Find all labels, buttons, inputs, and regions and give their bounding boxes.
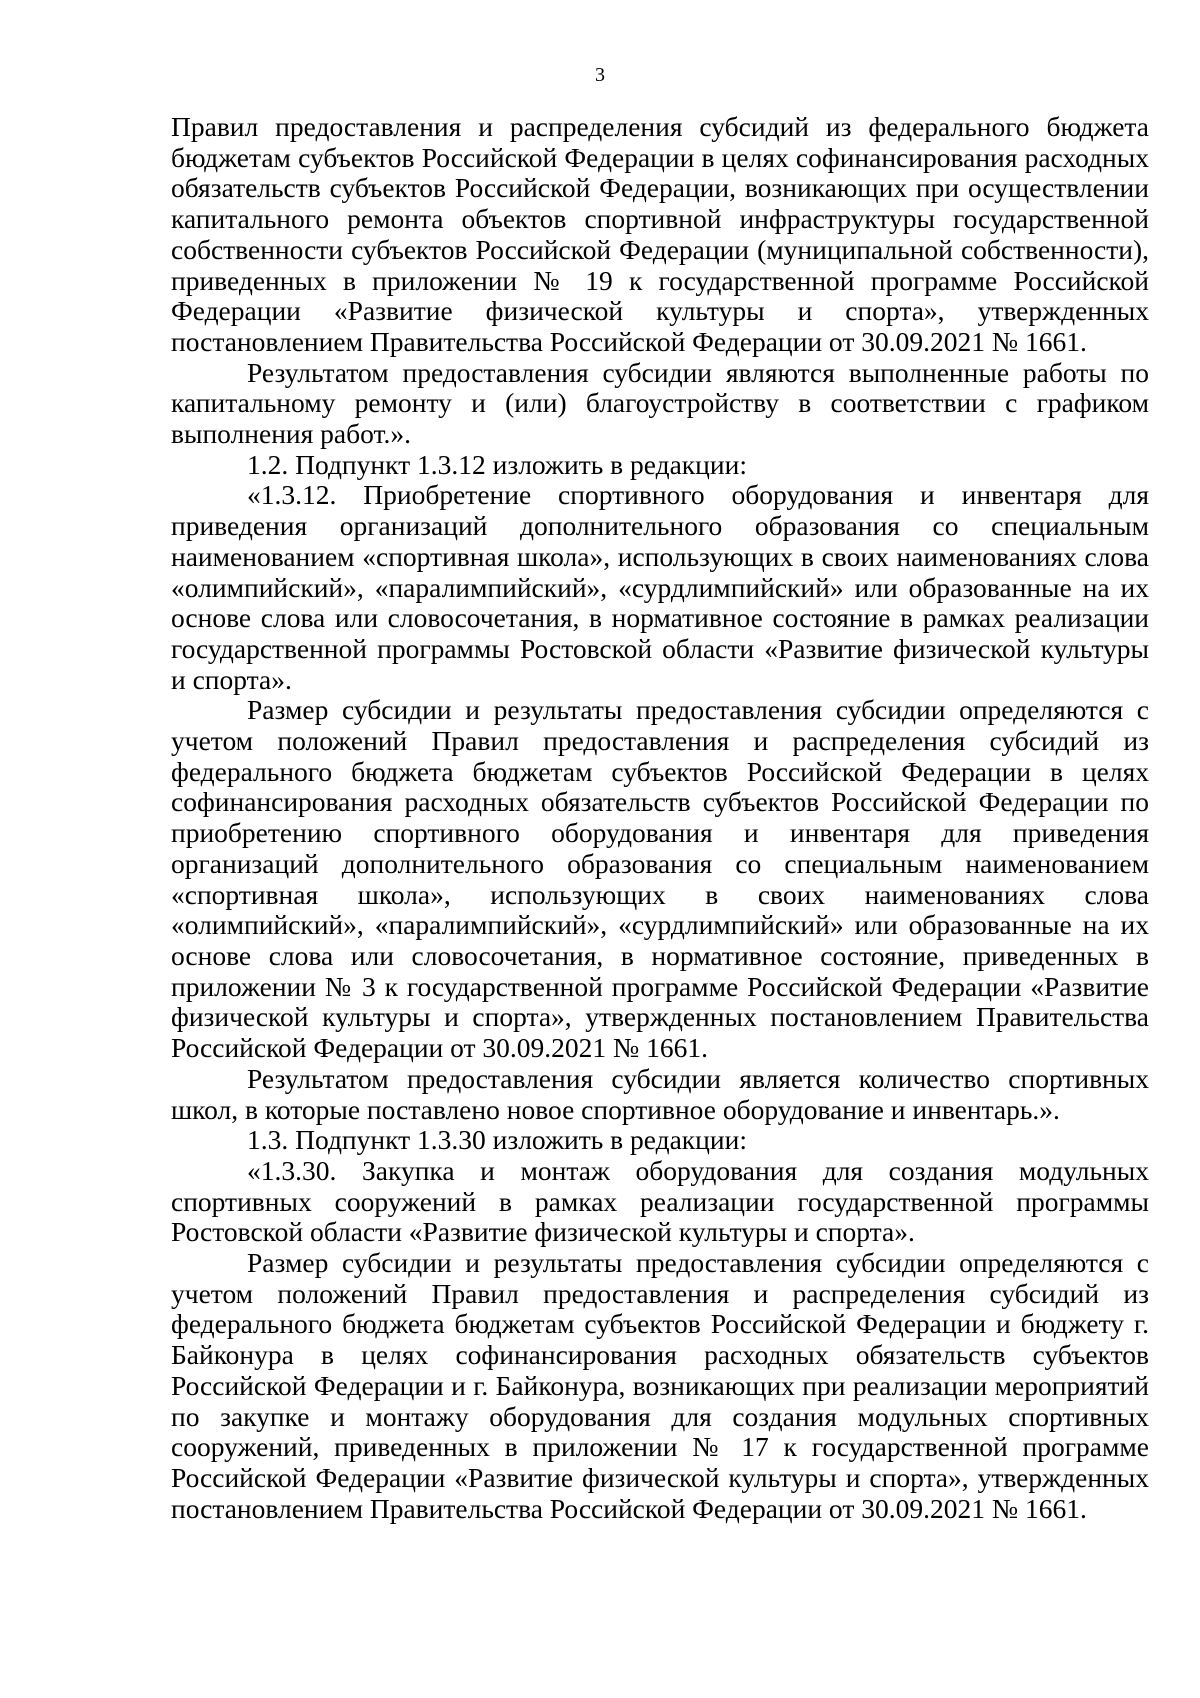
- paragraph: Размер субсидии и результаты предоставления субсидии определяются с учетом положений Правил предоставления и распределения субсидий из федерального бюджета бюджетам субъектов Российской Федерации в целях софинансирования расходных обязательств субъектов Российской Федерации по приобретению спортивного оборудования и инвентаря для приведения организаций дополнительного образования со специальным наименованием «спортивная школа», использующих в своих наименованиях слова «олимпийский», «паралимпийский», «сурдлимпийский» или образованные на их основе слова или словосочетания, в нормативное состояние, приведенных в приложении № 3 к государственной программе Российской Федерации «Развитие физической культуры и спорта», утвержденных постановлением Правительства Российской Федерации от 30.09.2021 № 1661.: [171, 694, 1149, 1064]
- paragraph: Размер субсидии и результаты предоставления субсидии определяются с учетом положений Правил предоставления и распределения субсидий из федерального бюджета бюджетам субъектов Российской Федерации и бюджету г. Байконура в целях софинансирования расходных обязательств субъектов Российской Федерации и г. Байконура, возникающих при реализации мероприятий по закупке и монтажу оборудования для создания модульных спортивных сооружений, приведенных в приложении № 17 к государственной программе Российской Федерации «Развитие физической культуры и спорта», утвержденных постановлением Правительства Российской Федерации от 30.09.2021 № 1661.: [171, 1247, 1149, 1524]
- paragraph: 1.3. Подпункт 1.3.30 изложить в редакции:: [247, 1124, 747, 1156]
- paragraph: Результатом предоставления субсидии являются выполненные работы по капитальному ремонту и (или) благоустройству в соответствии с графиком выполнения работ.».: [171, 356, 1149, 450]
- paragraph: 1.2. Подпункт 1.3.12 изложить в редакции:: [247, 448, 747, 480]
- paragraph: Результатом предоставления субсидии является количество спортивных школ, в которые поставлено новое спортивное оборудование и инвентарь.».: [171, 1062, 1149, 1125]
- paragraph: «1.3.12. Приобретение спортивного оборудования и инвентаря для приведения организаций дополнительного образования со специальным наименованием «спортивная школа», использующих в своих наименованиях слова «олимпийский», «паралимпийский», «сурдлимпийский» или образованные на их основе слова или словосочетания, в нормативное состояние в рамках реализации государственной программы Ростовской области «Развитие физической культуры и спорта».: [171, 479, 1149, 695]
- paragraph: Правил предоставления и распределения субсидий из федерального бюджета бюджетам субъектов Российской Федерации в целях софинансирования расходных обязательств субъектов Российской Федерации, возникающих при осуществлении капитального ремонта объектов спортивной инфраструктуры государственной собственности субъектов Российской Федерации (муниципальной собственности), приведенных в приложении № 19 к государственной программе Российской Федерации «Развитие физической культуры и спорта», утвержденных постановлением Правительства Российской Федерации от 30.09.2021 № 1661.: [171, 111, 1149, 357]
- page-number: 3: [595, 64, 605, 86]
- document-body: [171, 112, 1149, 1524]
- paragraph: «1.3.30. Закупка и монтаж оборудования для создания модульных спортивных сооружений в рамках реализации государственной программы Ростовской области «Развитие физической культуры и спорта».: [171, 1154, 1149, 1248]
